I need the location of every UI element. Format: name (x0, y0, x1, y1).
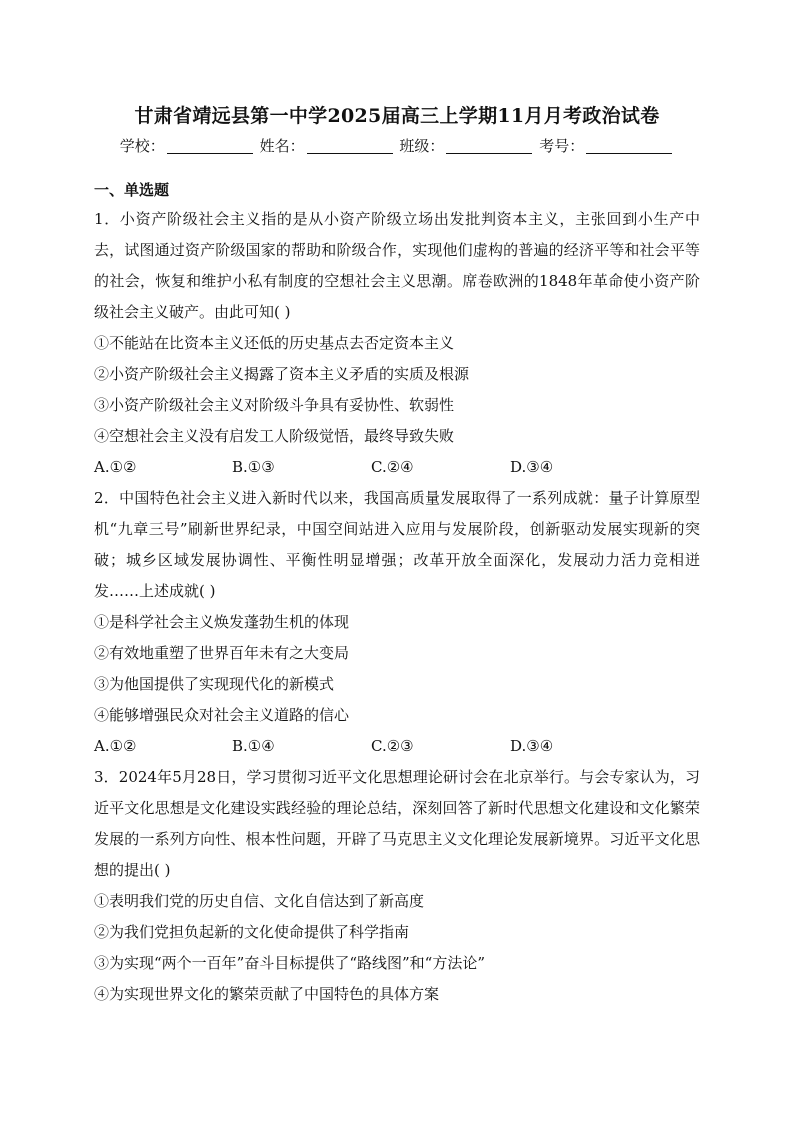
statement-option: ③小资产阶级社会主义对阶级斗争具有妥协性、软弱性 (94, 396, 455, 414)
number-blank[interactable] (586, 138, 672, 154)
choice-b[interactable]: B.①④ (232, 737, 275, 755)
question-3 (94, 762, 700, 1010)
statement-option: ④能够增强民众对社会主义道路的信心 (94, 706, 350, 724)
statement-option: ①不能站在比资本主义还低的历史基点去否定资本主义 (94, 334, 455, 352)
choice-d[interactable]: D.③④ (510, 737, 554, 755)
question-1 (94, 204, 700, 483)
student-info-line (0, 134, 794, 158)
choice-c[interactable]: C.②③ (371, 737, 414, 755)
statement-option: ①是科学社会主义焕发蓬勃生机的体现 (94, 613, 350, 631)
statement-option: ②有效地重塑了世界百年未有之大变局 (94, 644, 350, 662)
question-stem: 2．中国特色社会主义进入新时代以来，我国高质量发展取得了一系列成就：量子计算原型机“九章三号”刷新世界纪录，中国空间站进入应用与发展阶段，创新驱动发展实现新的突破；城乡区域发展协调性、平衡性明显增强；改革开放全面深化，发展动力活力竞相迸发……上述成就( ) (94, 489, 700, 600)
class-label: 班级： (399, 137, 445, 155)
choice-a[interactable]: A.①② (94, 458, 137, 476)
question-stem: 3．2024年5月28日，学习贯彻习近平文化思想理论研讨会在北京举行。与会专家认为，习近平文化思想是文化建设实践经验的理论总结，深刻回答了新时代思想文化建设和文化繁荣发展的一系列方向性、根本性问题，开辟了马克思主义文化理论发展新境界。习近平文化思想的提出( ) (94, 768, 700, 879)
question-stem: 1．小资产阶级社会主义指的是从小资产阶级立场出发批判资本主义，主张回到小生产中去，试图通过资产阶级国家的帮助和阶级合作，实现他们虚构的普遍的经济平等和社会平等的社会，恢复和维护小私有制度的空想社会主义思潮。席卷欧洲的1848年革命使小资产阶级社会主义破产。由此可知( ) (94, 210, 700, 321)
exam-content (94, 178, 700, 1010)
statement-option: ④为实现世界文化的繁荣贡献了中国特色的具体方案 (94, 985, 440, 1003)
exam-title: 甘肃省靖远县第一中学2025届高三上学期11月月考政治试卷 (134, 105, 660, 127)
choice-d[interactable]: D.③④ (510, 458, 554, 476)
name-blank[interactable] (307, 138, 393, 154)
section-title: 一、单选题 (94, 181, 170, 199)
choice-b[interactable]: B.①③ (232, 458, 275, 476)
statement-option: ④空想社会主义没有启发工人阶级觉悟，最终导致失败 (94, 427, 455, 445)
statement-option: ②为我们党担负起新的文化使命提供了科学指南 (94, 923, 410, 941)
name-label: 姓名： (259, 137, 305, 155)
answer-choices (94, 452, 700, 483)
statement-option: ①表明我们党的历史自信、文化自信达到了新高度 (94, 892, 425, 910)
choice-c[interactable]: C.②④ (371, 458, 414, 476)
statement-option: ③为他国提供了实现现代化的新模式 (94, 675, 335, 693)
school-label: 学校： (119, 137, 165, 155)
answer-choices (94, 731, 700, 762)
class-blank[interactable] (446, 138, 532, 154)
school-blank[interactable] (167, 138, 253, 154)
question-2 (94, 483, 700, 762)
statement-option: ②小资产阶级社会主义揭露了资本主义矛盾的实质及根源 (94, 365, 470, 383)
statement-option: ③为实现“两个一百年”奋斗目标提供了“路线图”和“方法论” (94, 954, 486, 972)
number-label: 考号： (539, 137, 585, 155)
choice-a[interactable]: A.①② (94, 737, 137, 755)
